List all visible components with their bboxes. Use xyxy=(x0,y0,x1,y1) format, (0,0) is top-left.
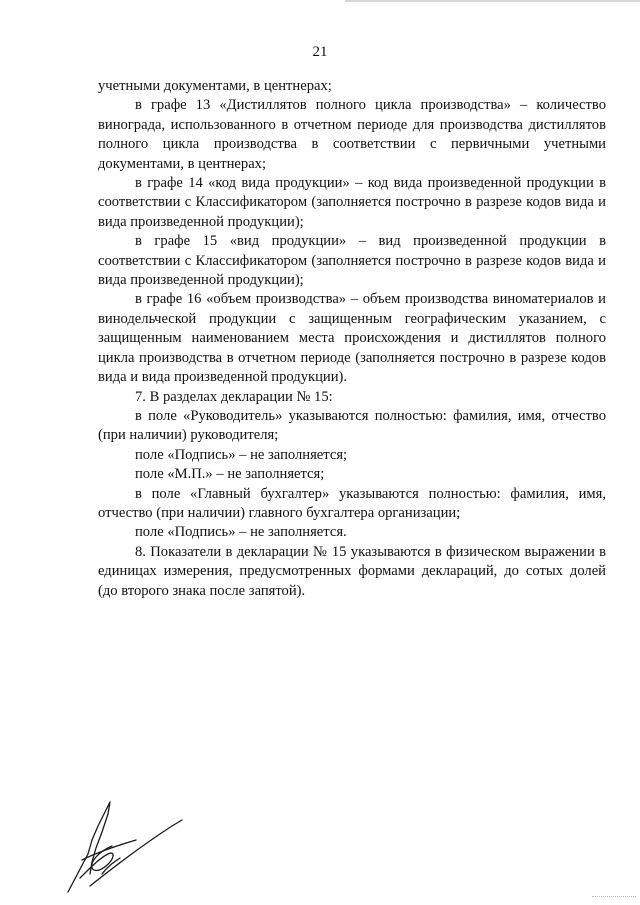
paragraph-director-field: в поле «Руководитель» указываются полностью: фамилия, имя, отчество (при наличии) руководителя; xyxy=(98,407,606,444)
paragraph-column-13: в графе 13 «Дистиллятов полного цикла производства» – количество винограда, использованного в отчетном периоде для производства дистиллятов полного цикла производства в соответствии с первичными учетными документами, в центнерах; xyxy=(98,97,606,172)
page-number: 21 xyxy=(312,44,328,60)
paragraph-section-8: 8. Показатели в декларации № 15 указываются в физическом выражении в единицах измерения, предусмотренных формами деклараций, до сотых долей (до второго знака после запятой). xyxy=(98,543,606,599)
scan-corner-mark xyxy=(592,896,636,898)
paragraph-signature-field-1: поле «Подпись» – не заполняется; xyxy=(135,446,348,463)
paragraph-column-15: в графе 15 «вид продукции» – вид произведенной продукции в соответствии с Классификатором (заполняется построчно в разрезе кодов вида и вида произведенной продукции); xyxy=(98,233,606,289)
paragraph-column-14: в графе 14 «код вида продукции» – код вида произведенной продукции в соответствии с Классификатором (заполняется построчно в разрезе кодов вида и вида произведенной продукции); xyxy=(98,175,606,230)
paragraph-chief-accountant-field: в поле «Главный бухгалтер» указываются полностью: фамилия, имя, отчество (при наличии) главного бухгалтера организации; xyxy=(98,485,606,521)
paragraph-continuation: учетными документами, в центнерах; xyxy=(98,78,332,94)
paragraph-signature-field-2: поле «Подпись» – не заполняется. xyxy=(135,524,347,541)
paragraph-column-16: в графе 16 «объем производства» – объем производства виноматериалов и винодельческой продукции с защищенным географическим указанием, с защищенным наименованием места происхождения и дистиллятов полного цикла производства в отчетном периоде (заполняется построчно в разрезе кодов вида и вида произведенной продукции). xyxy=(98,291,606,386)
document-body xyxy=(98,77,606,601)
paragraph-section-7: 7. В разделах декларации № 15: xyxy=(135,388,333,405)
paragraph-stamp-field: поле «М.П.» – не заполняется; xyxy=(135,466,325,483)
top-border-line xyxy=(345,0,640,2)
handwritten-signature-icon xyxy=(62,796,192,896)
